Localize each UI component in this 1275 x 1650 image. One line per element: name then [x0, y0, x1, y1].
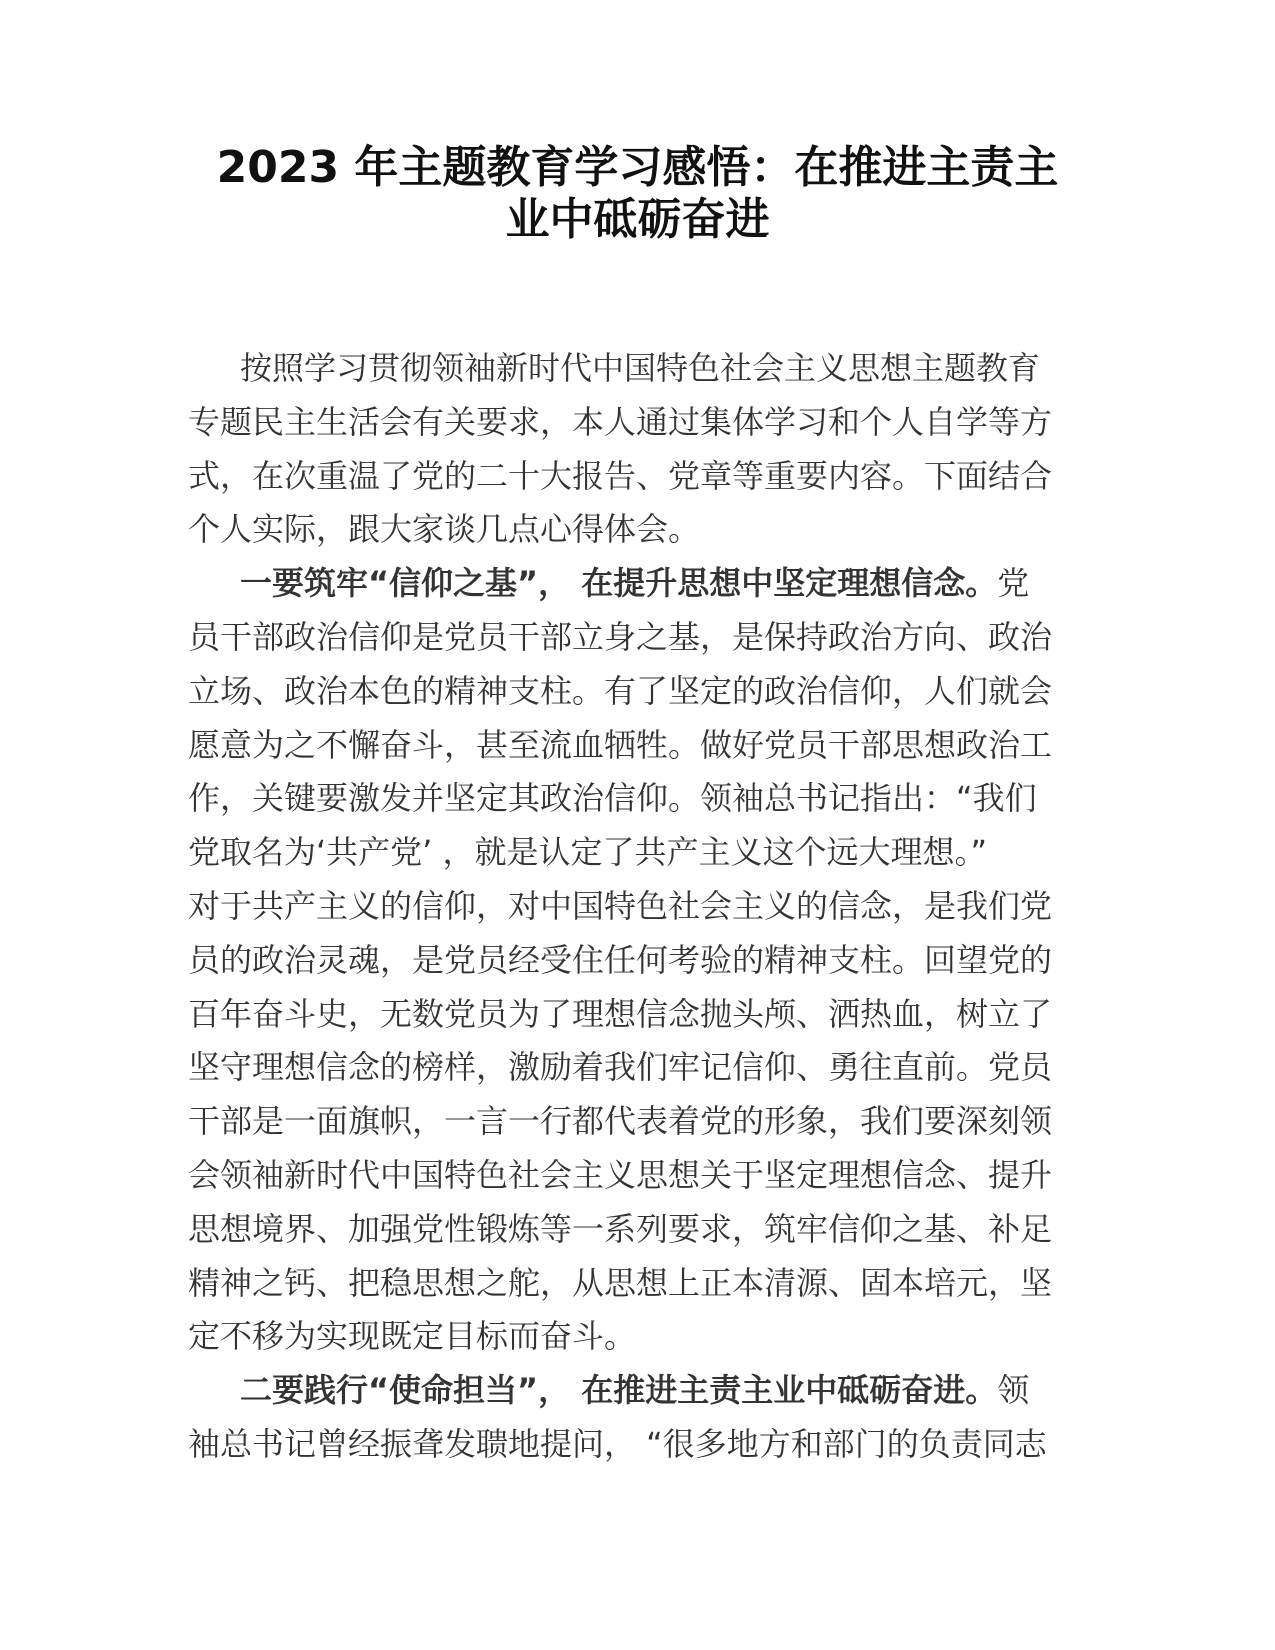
text-fragment: 领 — [997, 1371, 1030, 1410]
document-body — [188, 342, 1264, 1472]
text-line: 立场、政治本色的精神支柱。有了坚定的政治信仰，人们就会 — [188, 671, 1053, 710]
text-line: 按照学习贯彻领袖新时代中国特色社会主义思想主题教育 — [240, 349, 1041, 387]
document-title — [150, 142, 1125, 246]
point-two-heading: 二要践行“使命担当”， 在推进主责主业中砥砺奋进。 — [240, 1371, 998, 1410]
text-line: 党取名为‘共产党’ ，就是认定了共产主义这个远大理想。” — [188, 833, 988, 872]
text-line: 会领袖新时代中国特色社会主义思想关于坚定理想信念、提升 — [188, 1155, 1053, 1194]
text-line: 员的政治灵魂，是党员经受住任何考验的精神支柱。回望党的 — [188, 940, 1053, 979]
title-line-2: 业中砥砺奋进 — [505, 194, 770, 245]
text-line: 百年奋斗史，无数党员为了理想信念抛头颅、洒热血，树立了 — [188, 994, 1053, 1033]
text-line: 干部是一面旗帜，一言一行都代表着党的形象，我们要深刻领 — [188, 1102, 1053, 1141]
text-line: 愿意为之不懈奋斗，甚至流血牺牲。做好党员干部思想政治工 — [188, 725, 1053, 764]
text-line: 对于共产主义的信仰，对中国特色社会主义的信念，是我们党 — [188, 886, 1053, 925]
paragraph-point-two — [188, 1364, 1264, 1472]
title-line-1: 2023 年主题教育学习感悟：在推进主责主 — [216, 142, 1059, 193]
text-line: 员干部政治信仰是党员干部立身之基，是保持政治方向、政治 — [188, 617, 1053, 656]
text-fragment: 党 — [997, 564, 1030, 603]
text-line: 作，关键要激发并坚定其政治信仰。领袖总书记指出：“我们 — [188, 779, 1037, 818]
text-line: 式，在次重温了党的二十大报告、党章等重要内容。下面结合 — [188, 456, 1053, 495]
text-line: 精神之钙、把稳思想之舵，从思想上正本清源、固本培元，坚 — [188, 1263, 1053, 1302]
text-line: 专题民主生活会有关要求，本人通过集体学习和个人自学等方 — [188, 402, 1053, 441]
paragraph-point-one — [188, 557, 1264, 1364]
text-line — [188, 1364, 1264, 1418]
point-one-heading: 一要筑牢“信仰之基”， 在提升思想中坚定理想信念。 — [240, 564, 998, 603]
text-line: 个人实际，跟大家谈几点心得体会。 — [188, 510, 701, 549]
text-line — [188, 557, 1264, 611]
text-line: 思想境界、加强党性锻炼等一系列要求，筑牢信仰之基、补足 — [188, 1209, 1053, 1248]
text-line: 定不移为实现既定目标而奋斗。 — [188, 1317, 637, 1356]
paragraph-intro — [188, 342, 1264, 557]
text-line: 袖总书记曾经振聋发聩地提问， “很多地方和部门的负责同志 — [188, 1424, 1047, 1463]
text-line: 坚守理想信念的榜样，激励着我们牢记信仰、勇往直前。党员 — [188, 1048, 1053, 1087]
